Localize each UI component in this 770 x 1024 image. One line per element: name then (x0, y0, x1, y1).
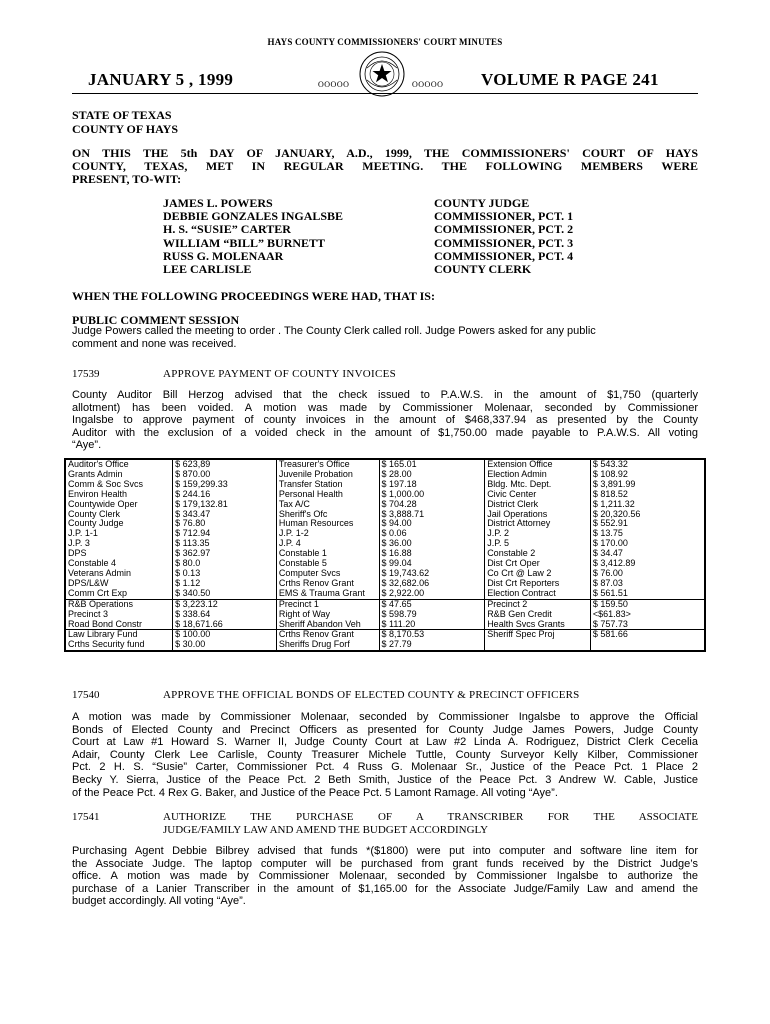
amount-cell: $ 1.12 (173, 579, 277, 589)
department-cell: Sheriff Spec Proj (485, 630, 591, 640)
member-name: H. S. “SUSIE” CARTER (163, 222, 291, 237)
amount-cell: $ 76.00 (590, 569, 705, 579)
amount-cell: $ 20,320.56 (590, 510, 705, 520)
paragraph-line: the Associate Judge. The laptop computer will be purchased from grant funds received by the District Judge’s (72, 857, 698, 870)
department-cell: Civic Center (485, 490, 591, 500)
department-cell: Treasurer's Office (276, 459, 379, 470)
member-title: COMMISSIONER, PCT. 1 (434, 209, 574, 224)
paragraph-line: Adair, County Clerk Lee Carlisle, County Treasurer Michele Tuttle, County Surveyor Kelly Kilber, Commissioner (72, 748, 698, 761)
table-row (65, 589, 705, 599)
amount-cell: $ 581.66 (590, 630, 705, 640)
title-line: AUTHORIZE THE PURCHASE OF A TRANSCRIBER FOR THE ASSOCIATE (163, 811, 698, 823)
department-cell: EMS & Trauma Grant (276, 589, 379, 599)
item-title: APPROVE PAYMENT OF COUNTY INVOICES (163, 368, 397, 380)
paragraph-line: Auditor with the exclusion of a voided check in the amount of $1,750.00 made payable to P.A.W.S. All voting (72, 426, 698, 439)
department-cell (485, 640, 591, 651)
department-cell: Sheriff's Ofc (276, 510, 379, 520)
amount-cell: $ 757.73 (590, 620, 705, 630)
amount-cell: $ 1,000.00 (379, 490, 485, 500)
amount-cell: $ 598.79 (379, 610, 485, 620)
intro-paragraph (72, 147, 698, 187)
department-cell: Auditor's Office (65, 459, 173, 470)
department-cell: Juvenile Probation (276, 470, 379, 480)
amount-cell: $ 170.00 (590, 539, 705, 549)
paragraph-line: Purchasing Agent Debbie Bilbrey advised that funds *($1800) were put into computer and software line item for (72, 845, 698, 857)
amount-cell: $ 159,299.33 (173, 480, 277, 490)
department-cell: Co Crt @ Law 2 (485, 569, 591, 579)
amount-cell: $ 28.00 (379, 470, 485, 480)
ornament-left: OOOOO (318, 80, 350, 89)
amount-cell: $ 244.16 (173, 490, 277, 500)
item-title: APPROVE THE OFFICIAL BONDS OF ELECTED COUNTY & PRECINCT OFFICERS (163, 689, 580, 701)
item-17541-text (72, 845, 698, 908)
paragraph-line: office. A motion was made by Commissioner Molenaar, seconded by Commissioner Ingalsbe to authorize the (72, 870, 698, 883)
paragraph-line: allotment) has been voided. A motion was made by Commissioner Molenaar, seconded by Commissioner (72, 401, 698, 414)
amount-cell: $ 27.79 (379, 640, 485, 651)
amount-cell: $ 99.04 (379, 559, 485, 569)
department-cell: J.P. 3 (65, 539, 173, 549)
department-cell: Health Svcs Grants (485, 620, 591, 630)
department-cell: Countywide Oper (65, 500, 173, 510)
amount-cell: $ 80.0 (173, 559, 277, 569)
department-cell: J.P. 1-1 (65, 529, 173, 539)
paragraph-line: “Aye”. (72, 439, 102, 452)
paragraph-line: Becky Y. Sierra, Justice of the Peace Pct. 2 Beth Smith, Justice of the Peace Pct. 3 Andrew W. Cable, Justice (72, 773, 698, 786)
department-cell: Personal Health (276, 490, 379, 500)
department-cell: District Attorney (485, 519, 591, 529)
invoice-table (64, 458, 706, 652)
department-cell: R&B Operations (65, 599, 173, 609)
department-cell: Extension Office (485, 459, 591, 470)
amount-cell: $ 34.47 (590, 549, 705, 559)
department-cell: Dist Crt Oper (485, 559, 591, 569)
amount-cell: $ 2,922.00 (379, 589, 485, 599)
member-title: COUNTY CLERK (434, 262, 532, 277)
member-name: LEE CARLISLE (163, 262, 252, 277)
table-row (65, 620, 705, 630)
header-rule (72, 93, 698, 94)
department-cell: County Clerk (65, 510, 173, 520)
table-row (65, 640, 705, 651)
department-cell: R&B Gen Credit (485, 610, 591, 620)
department-cell: Comm Crt Exp (65, 589, 173, 599)
department-cell: District Clerk (485, 500, 591, 510)
department-cell: Bldg. Mtc. Dept. (485, 480, 591, 490)
amount-cell: $ 712.94 (173, 529, 277, 539)
amount-cell: $ 113.35 (173, 539, 277, 549)
amount-cell: $ 340.50 (173, 589, 277, 599)
department-cell: Sheriff Abandon Veh (276, 620, 379, 630)
department-cell: Election Contract (485, 589, 591, 599)
amount-cell: $ 870.00 (173, 470, 277, 480)
department-cell: J.P. 4 (276, 539, 379, 549)
intro-line: ON THIS THE 5th DAY OF JANUARY, A.D., 1999, THE COMMISSIONERS' COURT OF HAYS (72, 146, 698, 160)
amount-cell: $ 16.88 (379, 549, 485, 559)
proceedings-heading: WHEN THE FOLLOWING PROCEEDINGS WERE HAD, THAT IS: (72, 289, 435, 303)
county-label: COUNTY OF HAYS (72, 122, 179, 136)
department-cell: Computer Svcs (276, 569, 379, 579)
paragraph-line: of the Peace Pct. 4 Rex G. Baker, and Justice of the Peace Pct. 5 Lamont Ramage. All voting “Aye”. (72, 786, 558, 799)
paragraph-line: Judge Powers called the meeting to order . The County Clerk called roll. Judge Powers asked for any public (72, 325, 596, 337)
department-cell: Dist Crt Reporters (485, 579, 591, 589)
amount-cell: $ 543.32 (590, 459, 705, 470)
department-cell: Election Admin (485, 470, 591, 480)
department-cell: Sheriffs Drug Forf (276, 640, 379, 651)
department-cell: J.P. 1-2 (276, 529, 379, 539)
item-title (163, 811, 698, 837)
member-title: COMMISSIONER, PCT. 4 (434, 248, 574, 263)
amount-cell: $ 818.52 (590, 490, 705, 500)
department-cell: Transfer Station (276, 480, 379, 490)
department-cell: Law Library Fund (65, 630, 173, 640)
public-comment-text (72, 325, 698, 351)
intro-line: PRESENT, TO-WIT: (72, 172, 182, 187)
amount-cell: $ 362.97 (173, 549, 277, 559)
department-cell: Constable 4 (65, 559, 173, 569)
amount-cell: $ 197.18 (379, 480, 485, 490)
department-cell: DPS/L&W (65, 579, 173, 589)
item-number: 17541 (72, 811, 100, 823)
amount-cell: $ 3,412.89 (590, 559, 705, 569)
department-cell: Constable 5 (276, 559, 379, 569)
department-cell: Precinct 3 (65, 610, 173, 620)
department-cell: Environ Health (65, 490, 173, 500)
title-line: JUDGE/FAMILY LAW AND AMEND THE BUDGET ACCORDINGLY (163, 824, 489, 836)
department-cell: DPS (65, 549, 173, 559)
department-cell: Precinct 1 (276, 599, 379, 609)
member-names (163, 197, 343, 276)
department-cell: J.P. 2 (485, 529, 591, 539)
amount-cell: $ 111.20 (379, 620, 485, 630)
amount-cell: $ 19,743.62 (379, 569, 485, 579)
member-name: DEBBIE GONZALES INGALSBE (163, 209, 344, 224)
table-row (65, 610, 705, 620)
item-number: 17539 (72, 368, 100, 380)
paragraph-line: Bonds of Elected County and Precinct Officers as presented for County Judge James Powers, Judge County (72, 723, 698, 736)
amount-cell: $ 3,888.71 (379, 510, 485, 520)
amount-cell: $ 8,170.53 (379, 630, 485, 640)
department-cell: J.P. 5 (485, 539, 591, 549)
item-17540-text (72, 711, 698, 799)
amount-cell: $ 1,211.32 (590, 500, 705, 510)
item-17539-text (72, 389, 698, 452)
state-label: STATE OF TEXAS (72, 108, 172, 122)
department-cell: Road Bond Constr (65, 620, 173, 630)
public-comment-heading: PUBLIC COMMENT SESSION (72, 313, 240, 327)
department-cell: Jail Operations (485, 510, 591, 520)
department-cell: County Judge (65, 519, 173, 529)
member-title: COMMISSIONER, PCT. 3 (434, 235, 574, 250)
paragraph-line: A motion was made by Commissioner Molenaar, seconded by Commissioner Ingalsbe to approve the Official (72, 711, 698, 723)
member-titles (434, 197, 573, 276)
amount-cell: $ 0.06 (379, 529, 485, 539)
department-cell: Right of Way (276, 610, 379, 620)
amount-cell: $ 338.64 (173, 610, 277, 620)
paragraph-line: budget accordingly. All voting “Aye”. (72, 895, 246, 908)
amount-cell: $ 108.92 (590, 470, 705, 480)
volume-page: VOLUME R PAGE 241 (481, 70, 659, 89)
amount-cell: $ 87.03 (590, 579, 705, 589)
amount-cell: $ 18,671.66 (173, 620, 277, 630)
department-cell: Constable 2 (485, 549, 591, 559)
department-cell: Comm & Soc Svcs (65, 480, 173, 490)
amount-cell: $ 552.91 (590, 519, 705, 529)
department-cell: Constable 1 (276, 549, 379, 559)
paragraph-line: Pct. 2 H. S. “Susie” Carter, Commissioner Pct. 4 Russ G. Molenaar Sr., Justice of the Peace Pct. 1 Place 2 (72, 761, 698, 774)
amount-cell: $ 165.01 (379, 459, 485, 470)
amount-cell: $ 561.51 (590, 589, 705, 599)
meeting-date: JANUARY 5 , 1999 (88, 70, 234, 89)
member-title: COMMISSIONER, PCT. 2 (434, 222, 574, 237)
amount-cell: $ 32,682.06 (379, 579, 485, 589)
amount-cell: $ 0.13 (173, 569, 277, 579)
amount-cell: $ 3,891.99 (590, 480, 705, 490)
paragraph-line: Ingalsbe to approve payment of county invoices in the amount of $468,337.94 as presented by the County (72, 414, 698, 427)
paragraph-line: County Auditor Bill Herzog advised that the check issued to P.A.W.S. in the amount of $1,750 (quarterly (72, 389, 698, 401)
department-cell: Precinct 2 (485, 599, 591, 609)
amount-cell (590, 640, 705, 651)
member-title: COUNTY JUDGE (434, 196, 530, 210)
amount-cell: $ 36.00 (379, 539, 485, 549)
item-number: 17540 (72, 689, 100, 701)
paragraph-line: comment and none was received. (72, 337, 237, 350)
department-cell: Tax A/C (276, 500, 379, 510)
minutes-header: HAYS COUNTY COMMISSIONERS' COURT MINUTES (267, 37, 503, 47)
paragraph-line: purchase of a Lanier Transcriber in the amount of $1,165.00 for the Associate Judge/Family Law and amend the (72, 882, 698, 895)
ornament-right: OOOOO (412, 80, 444, 89)
amount-cell: $ 179,132.81 (173, 500, 277, 510)
amount-cell: $ 94.00 (379, 519, 485, 529)
intro-line: COUNTY, TEXAS, MET IN REGULAR MEETING. THE FOLLOWING MEMBERS WERE (72, 159, 698, 174)
department-cell: Human Resources (276, 519, 379, 529)
department-cell: Veterans Admin (65, 569, 173, 579)
paragraph-line: Court at Law #1 Howard S. Warner II, Judge County Court at Law #2 Linda A. Rodriguez, District Clerk Cecelia (72, 736, 698, 749)
amount-cell: <$61.83> (590, 610, 705, 620)
member-name: JAMES L. POWERS (163, 196, 273, 210)
amount-cell: $ 30.00 (173, 640, 277, 651)
amount-cell: $ 100.00 (173, 630, 277, 640)
amount-cell: $ 3,223.12 (173, 599, 277, 609)
venue (72, 108, 698, 136)
county-seal-icon (358, 50, 406, 98)
amount-cell: $ 343.47 (173, 510, 277, 520)
department-cell: Crths Renov Grant (276, 630, 379, 640)
member-name: WILLIAM “BILL” BURNETT (163, 235, 326, 250)
department-cell: Crths Security fund (65, 640, 173, 651)
amount-cell: $ 13.75 (590, 529, 705, 539)
amount-cell: $ 47.65 (379, 599, 485, 609)
amount-cell: $ 159.50 (590, 599, 705, 609)
department-cell: Crths Renov Grant (276, 579, 379, 589)
department-cell: Grants Admin (65, 470, 173, 480)
amount-cell: $ 704.28 (379, 500, 485, 510)
member-name: RUSS G. MOLENAAR (163, 248, 284, 263)
amount-cell: $ 76.80 (173, 519, 277, 529)
amount-cell: $ 623,89 (173, 459, 277, 470)
